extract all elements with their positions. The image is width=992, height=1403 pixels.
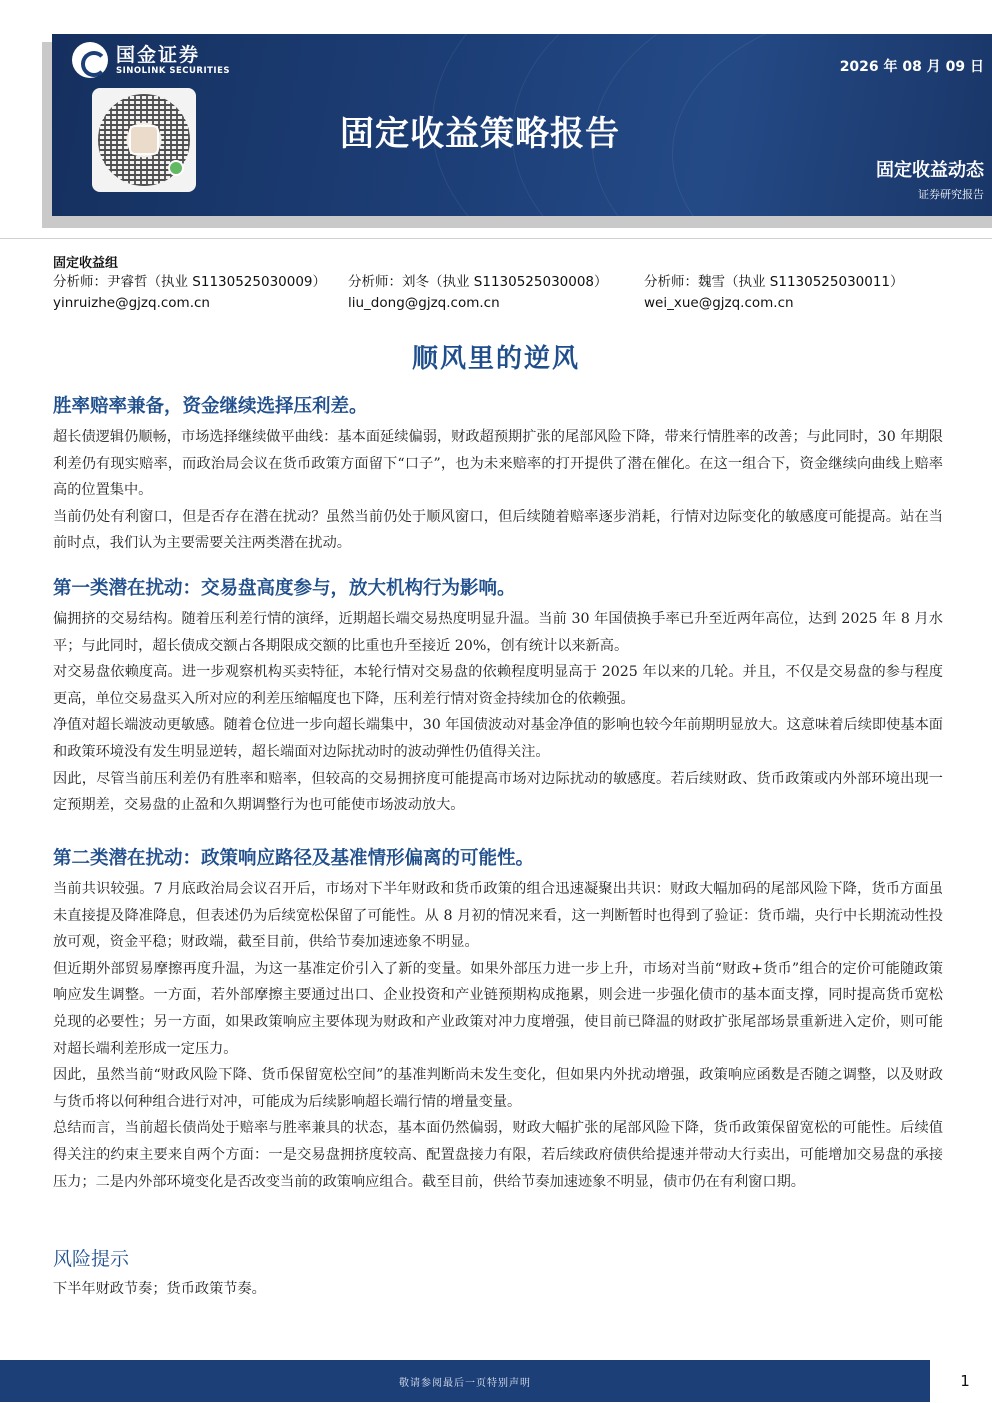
paragraph: 当前共识较强。7 月底政治局会议召开后，市场对下半年财政和货币政策的组合迅速凝聚出共识：财政大幅加码的尾部风险下降，货币方面虽未直接提及降准降息，但表述仍为后续宽松保留了可能性。从 8 月初的情况来看，这一判断暂时也得到了验证：货币端，央行中长期流动性投放可观，资金平稳；财政端，截至目前，供给节奏加速迹象不明显。 <box>53 881 943 951</box>
report-type: 固定收益动态 <box>876 160 984 181</box>
analyst-email[interactable]: yinruizhe@gjzq.com.cn <box>53 295 210 311</box>
logo-name-en: SINOLINK SECURITIES <box>116 65 231 76</box>
analyst-name: 分析师：尹睿哲（执业 S1130525030009） <box>53 274 327 290</box>
wechat-icon <box>168 160 184 176</box>
paragraph: 因此，虽然当前“财政风险下降、货币保留宽松空间”的基准判断尚未发生变化，但如果内外扰动增强，政策响应函数是否随之调整，以及财政与货币将以何种组合进行对冲，可能成为后续影响超长端行情的增量变量。 <box>53 1067 943 1110</box>
risk-section <box>53 1246 943 1303</box>
analyst-3 <box>644 272 904 314</box>
report-title: 固定收益策略报告 <box>340 114 620 154</box>
report-subtype: 证券研究报告 <box>918 188 984 201</box>
header-divider <box>0 238 992 239</box>
logo-name-cn: 国金证券 <box>116 43 201 66</box>
analyst-1 <box>53 272 326 314</box>
paragraph: 因此，尽管当前压利差仍有胜率和赔率，但较高的交易拥挤度可能提高市场对边际扰动的敏感度。若后续财政、货币政策或内外部环境出现一定预期差，交易盘的止盈和久期调整行为也可能使市场波动放大。 <box>53 770 943 814</box>
paragraph: 但近期外部贸易摩擦再度升温，为这一基准定价引入了新的变量。如果外部压力进一步上升，市场对当前“财政+货币”组合的定价可能随政策响应发生调整。一方面，若外部摩擦主要通过出口、企业投资和产业链预期构成拖累，则会进一步强化债市的基本面支撑，同时提高货币宽松兑现的必要性；另一方面，如果政策响应主要体现为财政和产业政策对冲力度增强，使目前已降温的财政扩张尾部场景重新进入定价，则可能对超长端利差形成一定压力。 <box>53 960 943 1057</box>
paragraph: 超长债逻辑仍顺畅，市场选择继续做平曲线：基本面延续偏弱，财政超预期扩张的尾部风险下降，带来行情胜率的改善；与此同时，30 年期限利差仍有现实赔率，而政治局会议在货币政策方面留下“口子”，也为未来赔率的打开提供了潜在催化。在这一组合下，资金继续向曲线上赔率高的位置集中。 <box>53 429 943 499</box>
paragraph: 偏拥挤的交易结构。随着压利差行情的演绎，近期超长端交易热度明显升温。当前 30 年国债换手率已升至近两年高位，达到 2025 年 8 月水平；与此同时，超长债成交额占各期限成交额的比重也升至接近 20%，创有统计以来新高。 <box>53 611 943 654</box>
footer-disclaimer: 敬请参阅最后一页特别声明 <box>399 1378 531 1389</box>
logo-mark-icon <box>72 42 108 78</box>
paragraph: 总结而言，当前超长债尚处于赔率与胜率兼具的状态，基本面仍然偏弱，财政大幅扩张的尾部风险下降，货币政策保留宽松的可能性。后续值得关注的约束主要来自两个方面：一是交易盘拥挤度较高、配置盘接力有限，若后续政府债供给提速并带动大行卖出，可能增加交易盘的承接压力；二是内外部环境变化是否改变当前的政策响应组合。截至目前，供给节奏加速迹象不明显，债市仍在有利窗口期。 <box>53 1120 943 1190</box>
section-1 <box>53 394 943 557</box>
analyst-name: 分析师：魏雪（执业 S1130525030011） <box>644 274 904 290</box>
section-heading: 胜率赔率兼备，资金继续选择压利差。 <box>53 396 368 417</box>
analyst-2 <box>348 272 608 314</box>
section-2 <box>53 576 943 819</box>
section-heading: 第一类潜在扰动：交易盘高度参与，放大机构行为影响。 <box>53 578 516 599</box>
report-date: 2026 年 08 月 09 日 <box>839 59 984 75</box>
analyst-email[interactable]: wei_xue@gjzq.com.cn <box>644 295 794 311</box>
page-number: 1 <box>960 1372 970 1390</box>
paragraph: 净值对超长端波动更敏感。随着仓位进一步向超长端集中，30 年国债波动对基金净值的影响也较今年前期明显放大。这意味着后续即使基本面和政策环境没有发生明显逆转，超长端面对边际扰动时的波动弹性仍值得关注。 <box>53 717 943 760</box>
paragraph: 当前仍处有利窗口，但是否存在潜在扰动？虽然当前仍处于顺风窗口，但后续随着赔率逐步消耗，行情对边际变化的敏感度可能提高。站在当前时点，我们认为主要需要关注两类潜在扰动。 <box>53 508 943 552</box>
risk-heading: 风险提示 <box>53 1248 130 1270</box>
company-logo <box>72 42 230 78</box>
paragraph: 对交易盘依赖度高。进一步观察机构买卖特征，本轮行情对交易盘的依赖程度明显高于 2025 年以来的几轮。并且，不仅是交易盘的参与程度更高，单位交易盘买入所对应的利差压缩幅度也下降，压利差行情对资金持续加仓的依赖强。 <box>53 664 943 707</box>
risk-text: 下半年财政节奏；货币政策节奏。 <box>53 1281 266 1297</box>
analyst-name: 分析师：刘冬（执业 S1130525030008） <box>348 274 608 290</box>
analyst-email[interactable]: liu_dong@gjzq.com.cn <box>348 295 500 311</box>
research-group: 固定收益组 <box>53 256 119 271</box>
qr-center-logo-icon <box>129 125 159 155</box>
document-title: 顺风里的逆风 <box>411 344 580 374</box>
section-3 <box>53 846 943 1195</box>
section-heading: 第二类潜在扰动：政策响应路径及基准情形偏离的可能性。 <box>53 848 535 869</box>
qr-code <box>92 88 196 192</box>
